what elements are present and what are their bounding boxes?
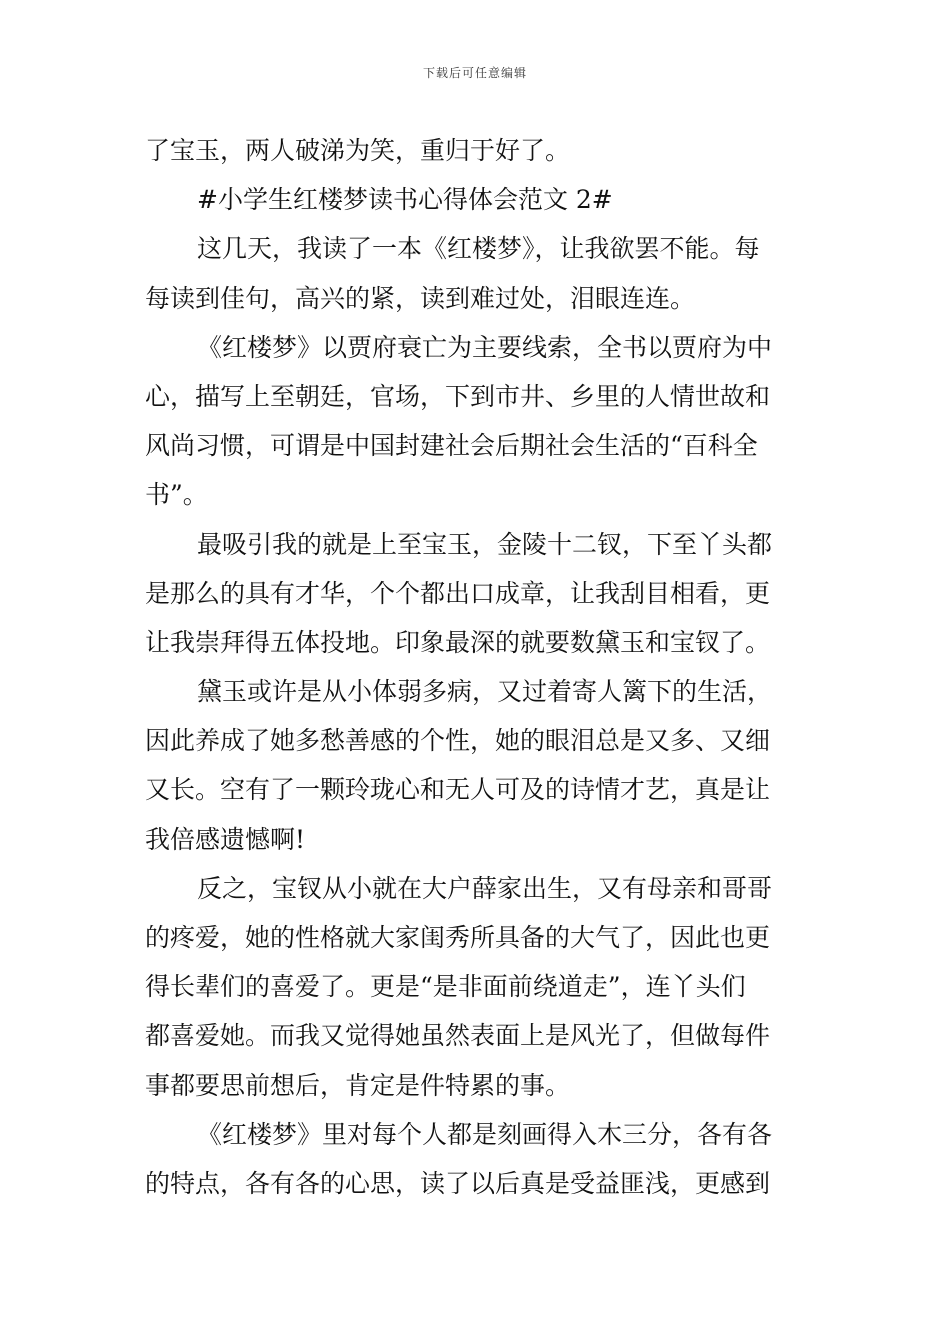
text-line: 得长辈们的喜爱了。更是“是非面前绕道走”，连丫头们: [145, 972, 746, 1002]
text-line: 《红楼梦》以贾府衰亡为主要线索，全书以贾府为中: [197, 332, 773, 362]
text-line: 因此养成了她多愁善感的个性，她的眼泪总是又多、又细: [145, 726, 771, 756]
section-heading: #小学生红楼梦读书心得体会范文 2#: [197, 185, 613, 215]
body-text: [145, 126, 810, 1208]
text-line: 《红楼梦》里对每个人都是刻画得入木三分，各有各: [197, 1119, 773, 1149]
text-line: 这几天，我读了一本《红楼梦》，让我欲罢不能。每: [197, 234, 760, 264]
text-line: 风尚习惯，可谓是中国封建社会后期社会生活的“百科全: [145, 431, 758, 461]
text-line: 书”。: [145, 480, 208, 510]
text-line: 每读到佳句，高兴的紧，读到难过处，泪眼连连。: [145, 283, 696, 313]
text-line: 了宝玉，两人破涕为笑，重归于好了。: [145, 136, 571, 165]
page-header: 下载后可任意编辑: [422, 66, 527, 80]
text-line: 是那么的具有才华，个个都出口成章，让我刮目相看，更: [145, 578, 771, 608]
text-line: 的特点，各有各的心思，读了以后真是受益匪浅，更感到: [145, 1168, 771, 1198]
text-line: 心，描写上至朝廷，官场，下到市井、乡里的人情世故和: [145, 381, 771, 411]
text-line: 我倍感遗憾啊!: [145, 824, 306, 854]
text-line: 让我崇拜得五体投地。印象最深的就要数黛玉和宝钗了。: [145, 627, 771, 657]
text-line: 黛玉或许是从小体弱多病，又过着寄人篱下的生活，: [197, 677, 773, 707]
text-line: 又长。空有了一颗玲珑心和无人可及的诗情才艺，真是让: [145, 775, 771, 805]
text-line: 最吸引我的就是上至宝玉，金陵十二钗，下至丫头都: [197, 529, 773, 559]
text-line: 事都要思前想后，肯定是件特累的事。: [145, 1070, 571, 1100]
text-line: 反之，宝钗从小就在大户薛家出生，又有母亲和哥哥: [197, 873, 773, 903]
text-line: 的疼爱，她的性格就大家闺秀所具备的大气了，因此也更: [145, 923, 771, 952]
text-line: 都喜爱她。而我又觉得她虽然表面上是风光了，但做每件: [145, 1021, 771, 1051]
